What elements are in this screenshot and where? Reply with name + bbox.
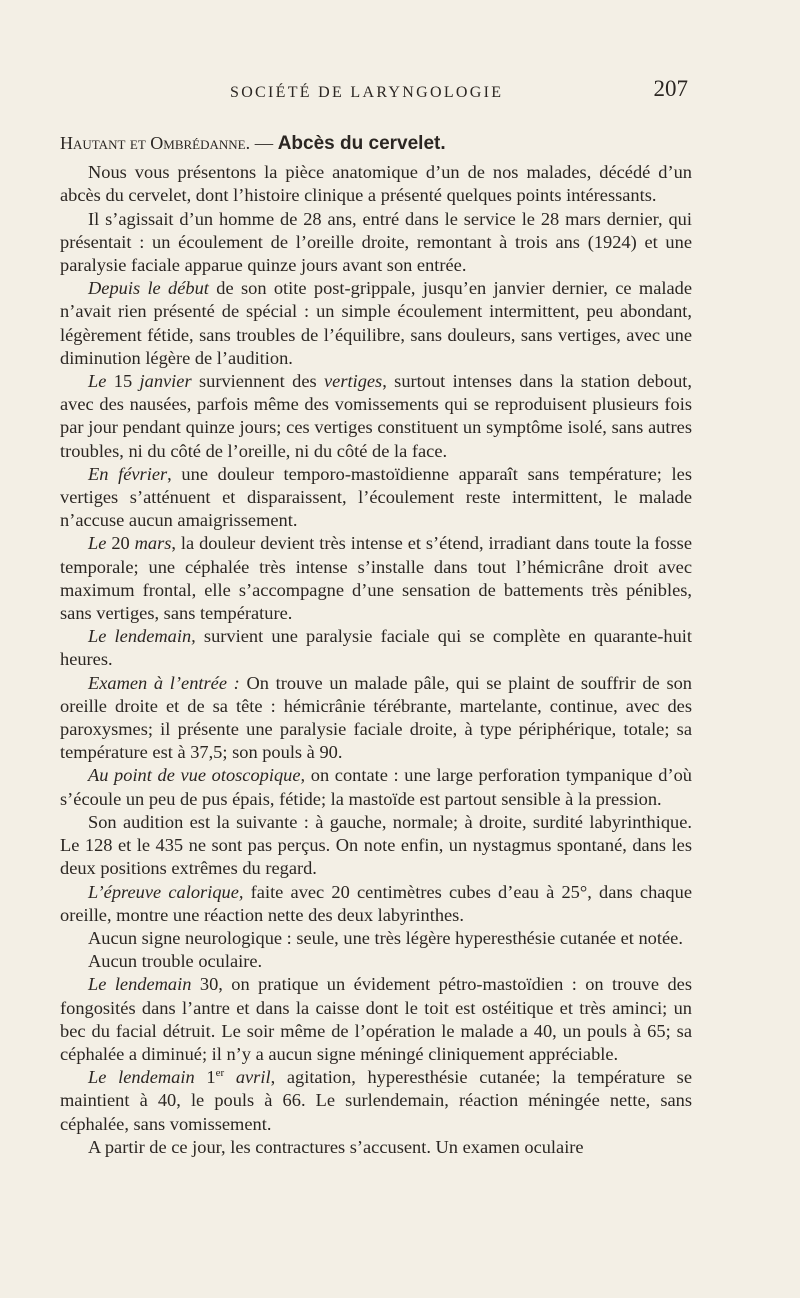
italic-segment: Le lendemain [88,1067,195,1088]
paragraph [60,1066,692,1136]
paragraph [60,764,692,810]
text-segment: 15 [106,371,140,392]
paragraph-text: Nous vous présentons la pièce anatomique d’un de nos malades, décédé d’un abcès du cervelet, dont l’histoire clinique a présenté quelques points intéressants. [60,162,692,206]
paragraph-text: Aucun trouble oculaire. [88,951,263,972]
text-segment: , surtout intenses dans la station debout, avec des nausées, parfois même des vomissements qui se reproduisent plusieurs fois par jour pendant quinze jours; ces vertiges constituent un symptôme isolé, sans autres troubles, ni du côté de l’oreille, ni du côté de la face. [60,371,692,461]
article-title [60,132,692,155]
page-header [60,76,692,116]
italic-segment: janvier [139,371,192,392]
paragraph-text: On trouve un malade pâle, qui se plaint de souffrir de son oreille droite et de sa tête : hémicrânie térébrante, martelante, continue, avec des paroxysmes; il présente une paralysie faciale droite, à type périphérique, totale; sa température est à 37,5; son pouls à 90. [60,672,692,763]
paragraph-text: 30, on pratique un évidement pétro-mastoïdien : on trouve des fongosités dans l’antre et dans la caisse dont le toit est ostéitique et très aminci; un bec du facial détruit. Le soir même de l’opération le malade a 40, un pouls à 65; sa céphalée a diminué; il n’y a aucun signe méningé cliniquement appréciable. [60,974,692,1064]
text-segment: er [215,1067,225,1079]
paragraph [60,277,692,370]
paragraph [60,463,692,533]
paragraph [60,950,692,973]
paragraph-text: de son otite post-grippale, jusqu’en janvier dernier, ce malade n’avait rien présenté de spécial : un simple écoulement intermittent, peu abondant, légèrement fétide, sans troubles de l’équilibre, sans douleurs, sans vertiges, avec une diminution légère de l’audition. [60,278,692,368]
paragraph [60,672,692,765]
text-segment: surviennent des [191,371,324,392]
paragraph-text: Il s’agissait d’un homme de 28 ans, entré dans le service le 28 mars dernier, qui présentait : un écoulement de l’oreille droite, remontant à trois ans (1924) et une paralysie faciale apparue quinze jours avant son entrée. [60,208,692,276]
text-segment: 20 [106,533,135,554]
text-segment: , agitation, hyperesthésie cutanée; la température se maintient à 40, le pouls à 66. Le surlendemain, réaction méningée nette, sans céphalée, sans vomissement. [60,1067,692,1134]
paragraph-text: Aucun signe neurologique : seule, une très légère hyperesthésie cutanée et notée. [88,927,683,948]
paragraph [60,370,692,463]
paragraph-text: on contate : une large perforation tympanique d’où s’écoule un peu de pus épais, fétide; la mastoïde est partout sensible à la pression. [60,765,692,809]
paragraph-lead: Le lendemain, [88,626,196,647]
paragraph-lead: En février [88,463,168,484]
paragraph-text: , une douleur temporo-mastoïdienne apparaît sans température; les vertiges s’atténuent et disparaissent, l’écoulement reste intermittent, le malade n’accuse aucun amaigrissement. [60,463,692,531]
italic-segment: mars [134,533,172,554]
text-segment [224,1067,236,1087]
running-title: SOCIÉTÉ DE LARYNGOLOGIE [230,84,504,101]
paragraph [60,927,692,950]
paragraph [60,208,692,278]
paragraph-lead: Examen à l’entrée : [88,672,240,693]
paragraph-lead: Depuis le début [88,278,209,299]
text-segment: 1 [194,1067,216,1088]
paragraph-text: survient une paralysie faciale qui se complète en quarante-huit heures. [60,626,692,670]
italic-segment: Le [88,371,107,392]
text-segment: , la douleur devient très intense et s’étend, irradiant dans toute la fosse temporale; une céphalée très intense s’installe dans tout l’hémicrâne droit avec maximum frontal, elle s’accompagne d’une sensation de battements très pénibles, sans vertiges, sans température. [60,533,692,624]
italic-segment: vertiges [324,371,383,392]
paragraph-text: faite avec 20 centimètres cubes d’eau à 25°, dans chaque oreille, montre une réaction nette des deux labyrinthes. [60,881,692,925]
italic-segment: Le [88,533,107,554]
paragraph-text: A partir de ce jour, les contractures s’accusent. Un examen oculaire [88,1136,584,1157]
paragraph [60,1136,692,1159]
paragraph [60,532,692,625]
paragraph-list [60,161,692,1159]
paragraph-lead: Au point de vue otoscopique, [88,765,306,786]
page-number: 207 [653,76,688,101]
paragraph [60,973,692,1066]
italic-segment: avril [235,1067,271,1088]
paragraph [60,161,692,207]
paragraph-lead: Le lendemain [88,974,192,995]
paragraph [60,881,692,927]
article-body [60,132,692,1159]
paragraph-lead: L’épreuve calorique, [88,881,244,902]
paragraph-text: Son audition est la suivante : à gauche, normale; à droite, surdité labyrinthique. Le 128 et le 435 ne sont pas perçus. On note enfin, un nystagmus spontané, dans les deux positions extrêmes du regard. [60,811,692,879]
paragraph [60,625,692,671]
article-heading: Abcès du cervelet. [277,133,446,154]
article-authors: Hautant et Ombrédanne. [60,133,251,153]
paragraph [60,811,692,881]
title-dash: — [250,133,278,153]
